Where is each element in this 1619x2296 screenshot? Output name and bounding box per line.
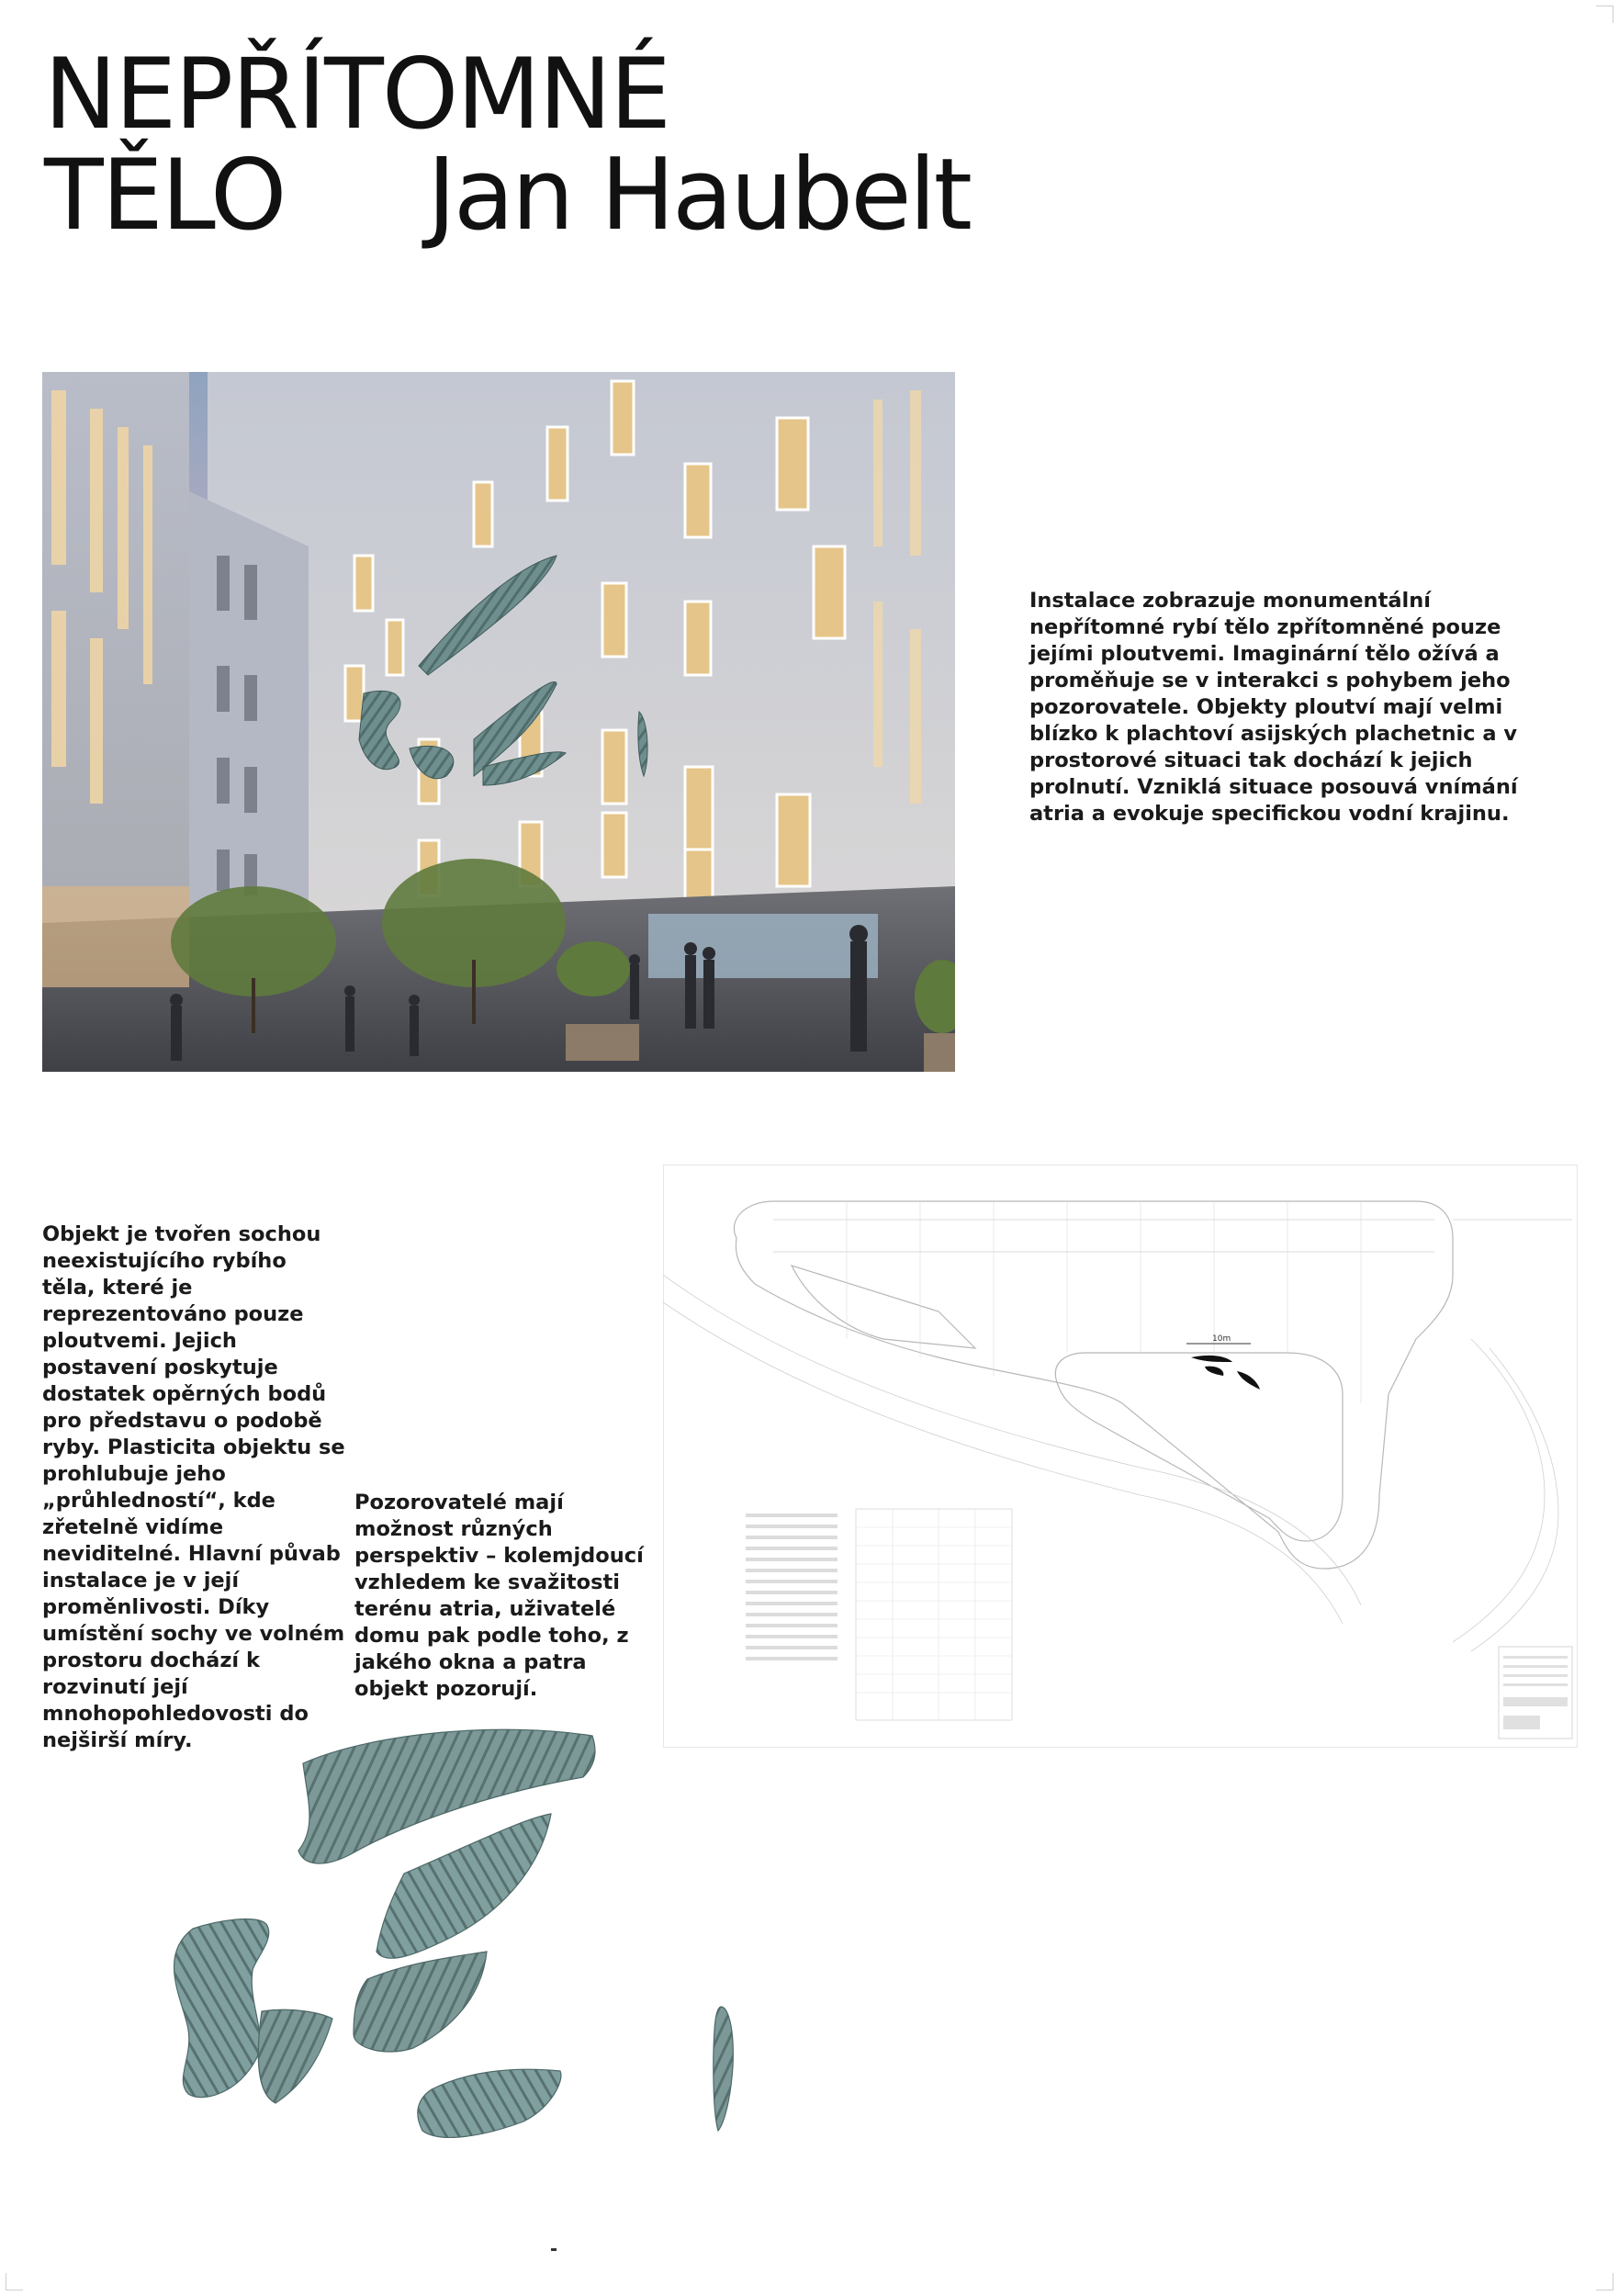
site-plan-drawing — [663, 1165, 1578, 1748]
title-line-1: NEPŘÍTOMNÉ — [44, 38, 670, 151]
title-line-2: TĚLO — [44, 139, 286, 252]
crop-mark-bottom-left — [6, 2273, 23, 2290]
crop-mark-top-right — [1596, 6, 1613, 23]
intro-paragraph: Instalace zobrazuje monumentální nepřítomné rybí tělo zpřítomněné pouze jejími ploutvemi. Imaginární tělo ožívá a proměňuje se v interakci s pohybem jeho pozorovatele. Objekty ploutví mají velmi blízko k plachtoví asijských plachetnic a v prostorové situaci tak dochází k jejich prolnutí. Vzniklá situace posouvá vnímání atria a evokuje specifickou vodní krajinu. — [1029, 589, 1518, 826]
atrium-render-image — [42, 372, 955, 1072]
author-name: Jan Haubelt — [427, 138, 971, 253]
page-mark — [551, 2248, 557, 2251]
description-paragraph-1: Objekt je tvořen sochou neexistujícího rybího těla, které je reprezentováno pouze ploutvemi. Jejich postavení poskytuje dostatek opěrných bodů pro představu o podobě ryby. Plasticita objektu se prohlubuje jeho „průhledností“, kde zřetelně vidíme neviditelné. Hlavní půvab instalace je v její proměnlivosti. Díky umístění sochy ve volném prostoru dochází k rozvinutí její mnohopohledovosti do nejširší míry. — [42, 1222, 345, 1752]
description-paragraph-2: Pozorovatelé mají možnost různých perspektiv – kolemjdoucí vzhledem ke svažitosti terénu atria, uživatelé domu pak podle toho, z jakého okna a patra objekt pozorují. — [354, 1491, 644, 1701]
plan-scale-label: 10m — [1212, 1334, 1231, 1344]
fins-model-render — [119, 1727, 817, 2167]
crop-mark-bottom-right — [1596, 2273, 1613, 2290]
